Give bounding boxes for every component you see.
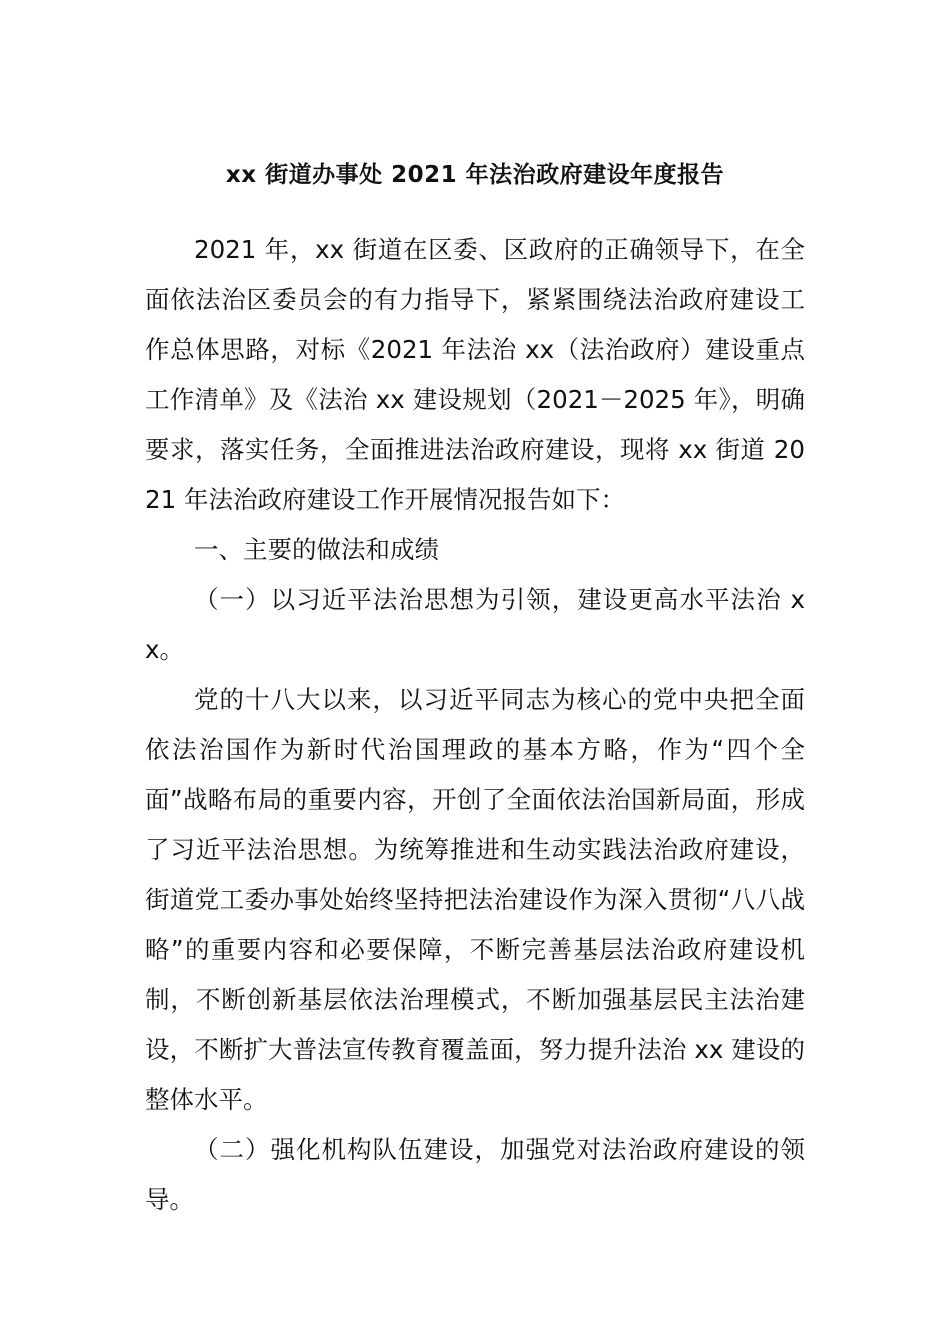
document-title: xx 街道办事处 2021 年法治政府建设年度报告 <box>225 162 725 188</box>
intro-paragraph: 2021 年，xx 街道在区委、区政府的正确领导下，在全面依法治区委员会的有力指导下，紧紧围绕法治政府建设工作总体思路，对标《2021 年法治 xx（法治政府）建设重点工作清单》及《法治 xx 建设规划（2021－2025 年》，明确要求，落实任务，全面推进法治政府建设，现将 xx 街道 2021 年法治政府建设工作开展情况报告如下： <box>145 235 805 514</box>
subsection-heading-1: （一）以习近平法治思想为引领，建设更高水平法治 xx。 <box>145 585 805 664</box>
subsection-heading-2: （二）强化机构队伍建设，加强党对法治政府建设的领导。 <box>145 1135 805 1214</box>
body-paragraph: 党的十八大以来，以习近平同志为核心的党中央把全面依法治国作为新时代治国理政的基本方略，作为“四个全面”战略布局的重要内容，开创了全面依法治国新局面，形成了习近平法治思想。为统筹推进和生动实践法治政府建设，街道党工委办事处始终坚持把法治建设作为深入贯彻“八八战略”的重要内容和必要保障，不断完善基层法治政府建设机制，不断创新基层依法治理模式，不断加强基层民主法治建设，不断扩大普法宣传教育覆盖面，努力提升法治 xx 建设的整体水平。 <box>145 685 805 1114</box>
section-heading-1: 一、主要的做法和成绩 <box>194 535 439 564</box>
document-body <box>145 150 805 1225</box>
